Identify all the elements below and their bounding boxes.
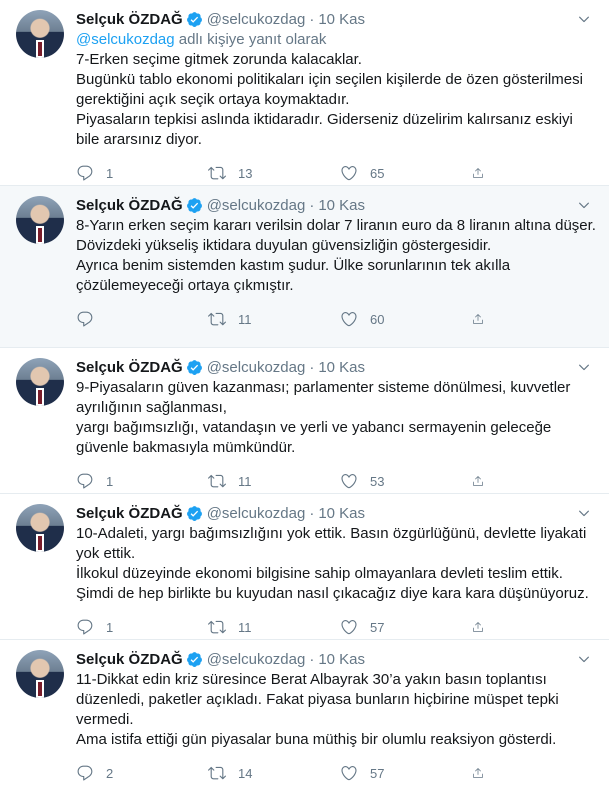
retweet-count: 14: [238, 765, 253, 781]
retweet-icon: [208, 164, 226, 182]
share-button[interactable]: [472, 618, 496, 636]
tweet-actions: [76, 156, 501, 190]
tweet-text: 9-Piyasaların güven kazanması; parlamenter sisteme dönülmesi, kuvvetler ayrılığının sağlanması, yargı bağımsızlığı, vatandaşın ve yerli ve yabancı sermayenin geleceğe güvenle bakmasıyla mümkündür.: [76, 379, 571, 456]
retweet-count: 13: [238, 165, 253, 181]
author-name[interactable]: Selçuk ÖZDAĞ: [76, 10, 183, 28]
author-name[interactable]: Selçuk ÖZDAĞ: [76, 650, 183, 668]
share-icon: [472, 618, 484, 636]
retweet-count: 11: [238, 311, 252, 327]
heart-icon: [340, 164, 358, 182]
like-button[interactable]: [340, 472, 472, 490]
tweet-header: Selçuk ÖZDAĞ @selcukozdag · 10 Kas: [76, 196, 366, 214]
retweet-icon: [208, 764, 226, 782]
chevron-down-icon[interactable]: [577, 652, 591, 666]
tweet-header: Selçuk ÖZDAĞ @selcukozdag · 10 Kas: [76, 504, 366, 522]
author-handle[interactable]: @selcukozdag: [206, 650, 306, 668]
retweet-count: 11: [238, 473, 252, 489]
share-icon: [472, 164, 484, 182]
avatar[interactable]: [16, 650, 64, 698]
reply-context: @selcukozdag adlı kişiye yanıt olarak: [76, 31, 327, 48]
share-button[interactable]: [472, 310, 496, 328]
author-handle[interactable]: @selcukozdag: [206, 358, 306, 376]
author-handle[interactable]: @selcukozdag: [206, 196, 306, 214]
reply-count: 2: [106, 765, 114, 781]
share-button[interactable]: [472, 164, 496, 182]
chevron-down-icon[interactable]: [577, 360, 591, 374]
tweet-header: Selçuk ÖZDAĞ @selcukozdag · 10 Kas: [76, 650, 366, 668]
share-icon: [472, 764, 484, 782]
like-count: 65: [370, 165, 385, 181]
author-handle[interactable]: @selcukozdag: [206, 10, 306, 28]
share-button[interactable]: [472, 472, 496, 490]
author-name[interactable]: Selçuk ÖZDAĞ: [76, 358, 183, 376]
retweet-button[interactable]: [208, 472, 340, 490]
retweet-button[interactable]: [208, 764, 340, 782]
tweet-text: 10-Adaleti, yargı bağımsızlığını yok ettik. Basın özgürlüğünü, devlette liyakati yok ettik. İlkokul düzeyinde ekonomi bilgisine sahip olmayanlara devleti teslim ettik. Şimdi de hep birlikte bu kuyudan nasıl çıkacağız diye kara kara düşünüyoruz.: [76, 525, 589, 602]
like-count: 57: [370, 765, 385, 781]
retweet-button[interactable]: [208, 310, 340, 328]
like-count: 60: [370, 311, 385, 327]
reply-icon: [76, 310, 94, 328]
heart-icon: [340, 310, 358, 328]
reply-button[interactable]: [76, 764, 208, 782]
author-name[interactable]: Selçuk ÖZDAĞ: [76, 196, 183, 214]
chevron-down-icon[interactable]: [577, 12, 591, 26]
avatar[interactable]: [16, 196, 64, 244]
share-button[interactable]: [472, 764, 496, 782]
heart-icon: [340, 618, 358, 636]
avatar[interactable]: [16, 504, 64, 552]
tweet-date[interactable]: 10 Kas: [318, 10, 366, 28]
reply-icon: [76, 472, 94, 490]
tweet[interactable]: [0, 186, 609, 348]
tweet-header: Selçuk ÖZDAĞ @selcukozdag · 10 Kas: [76, 358, 366, 376]
tweet[interactable]: [0, 640, 609, 780]
reply-button[interactable]: [76, 310, 208, 328]
tweet-text: 11-Dikkat edin kriz süresince Berat Albayrak 30’a yakın basın toplantısı düzenledi, paketler açıkladı. Fakat piyasa bunların hiçbirine müspet tepki vermedi. Ama istifa ettiği gün piyasalar buna müthiş bir olumlu reaksiyon gösterdi.: [76, 671, 559, 748]
verified-badge-icon: [186, 505, 203, 522]
like-button[interactable]: [340, 310, 472, 328]
like-count: 57: [370, 619, 385, 635]
reply-mention-link[interactable]: @selcukozdag: [76, 31, 175, 48]
chevron-down-icon[interactable]: [577, 506, 591, 520]
share-icon: [472, 472, 484, 490]
reply-button[interactable]: [76, 618, 208, 636]
chevron-down-icon[interactable]: [577, 198, 591, 212]
retweet-button[interactable]: [208, 618, 340, 636]
reply-icon: [76, 164, 94, 182]
retweet-icon: [208, 310, 226, 328]
reply-count: 1: [106, 619, 114, 635]
like-button[interactable]: [340, 164, 472, 182]
tweet-actions: [76, 756, 501, 790]
reply-count: 1: [106, 165, 114, 181]
like-button[interactable]: [340, 618, 472, 636]
tweet-date[interactable]: 10 Kas: [318, 358, 366, 376]
author-handle[interactable]: @selcukozdag: [206, 504, 306, 522]
author-name[interactable]: Selçuk ÖZDAĞ: [76, 504, 183, 522]
reply-button[interactable]: [76, 472, 208, 490]
reply-icon: [76, 764, 94, 782]
like-button[interactable]: [340, 764, 472, 782]
heart-icon: [340, 764, 358, 782]
tweet-date[interactable]: 10 Kas: [318, 504, 366, 522]
tweet-actions: [76, 610, 501, 644]
tweet-actions: [76, 464, 501, 498]
retweet-button[interactable]: [208, 164, 340, 182]
share-icon: [472, 310, 484, 328]
tweet-date[interactable]: 10 Kas: [318, 650, 366, 668]
tweet[interactable]: [0, 348, 609, 494]
tweet[interactable]: [0, 0, 609, 186]
tweet-actions: [76, 302, 501, 336]
tweet-header: Selçuk ÖZDAĞ @selcukozdag · 10 Kas: [76, 10, 366, 28]
heart-icon: [340, 472, 358, 490]
verified-badge-icon: [186, 651, 203, 668]
like-count: 53: [370, 473, 385, 489]
tweet-text: 7-Erken seçime gitmek zorunda kalacaklar. Bugünkü tablo ekonomi politikaları için seçilen kişilerde de özen gösterilmesi gerektiğini açık seçik ortaya koymaktadır. Piyasaların tepkisi aslında iktidaradır. Giderseniz düzelirim kalırsanız eskiyi bile ararsınız diyor.: [76, 51, 583, 148]
verified-badge-icon: [186, 359, 203, 376]
verified-badge-icon: [186, 197, 203, 214]
retweet-icon: [208, 472, 226, 490]
tweet-text: 8-Yarın erken seçim kararı verilsin dolar 7 liranın euro da 8 liranın altına düşer. Dövizdeki yükseliş iktidara duyulan güvensizliğin göstergesidir. Ayrıca benim sistemden kastım şudur. Ülke sorunlarının tek akılla çözülemeyeceği ortaya çıkmıştır.: [76, 217, 596, 294]
retweet-icon: [208, 618, 226, 636]
tweet[interactable]: [0, 494, 609, 640]
avatar[interactable]: [16, 10, 64, 58]
reply-button[interactable]: [76, 164, 208, 182]
avatar[interactable]: [16, 358, 64, 406]
reply-count: 1: [106, 473, 114, 489]
tweet-date[interactable]: 10 Kas: [318, 196, 366, 214]
retweet-count: 11: [238, 619, 252, 635]
verified-badge-icon: [186, 11, 203, 28]
reply-icon: [76, 618, 94, 636]
